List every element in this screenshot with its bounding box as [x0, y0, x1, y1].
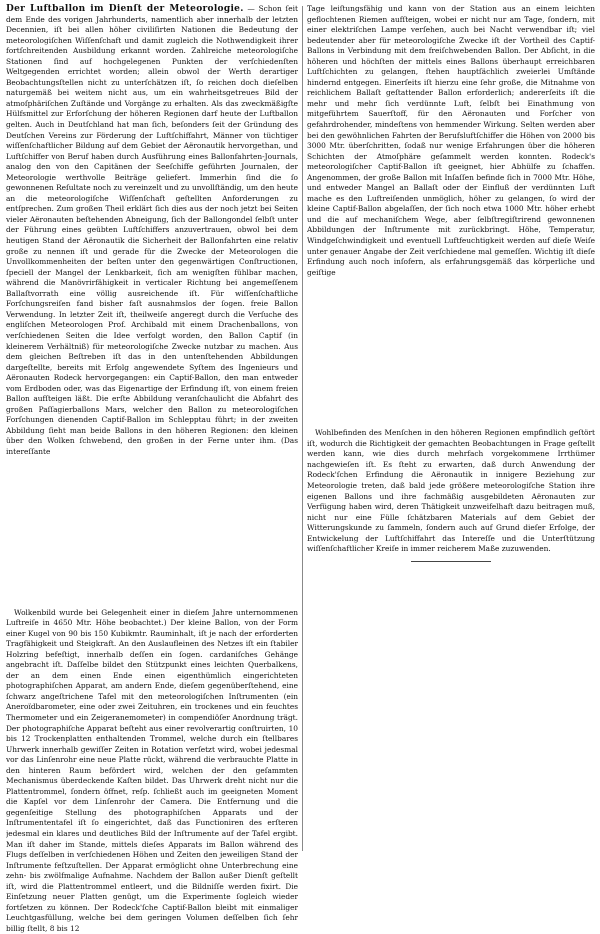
- article-title: Der Luftballon im Dienſt der Meteorologie.: [6, 4, 244, 14]
- article-paragraph-3: Tage leiſtungsfähig und kann von der Station aus an einem leichten geflochtenen Riemen aufſteigen, wobei er nicht nur am Tage, ſondern, mit einer elektriſchen Lampe verſehen, auch bei Nacht verwendbar iſt; viel bedeutender aber für meteorologiſche Zwecke iſt der Vortheil des Captif-Ballons in Verbindung mit dem freiſchwebenden Ballon. Der Abſicht, in die höheren und höchſten der mittels eines Ballons überhaupt erreichbaren Luftſchichten zu gelangen, ſtehen hauptſächlich zweierlei Umſtände hindernd entgegen. Einerſeits iſt hierzu eine ſehr große, die Mitnahme von reichlichem Ballaſt geſtattender Ballon erforderlich; andererſeits iſt die mehr und mehr ſich verdünnte Luft, ſelbſt bei Einathmung von mitgeführtem Sauerſtoff, für den Aëronauten und Forſcher von gefahrdrohender, mindeſtens von hemmender Wirkung. Selten werden aber bei den gewöhnlichen Fahrten der Berufsluftſchiffer die Höhen von 2000 bis 3000 Mtr. überſchritten, ſodaß nur wenige Erfahrungen über die höheren Schichten der Atmoſphäre geſammelt werden konnten. Rodeck's meteorologiſcher Captif-Ballon iſt geeignet, hier Abhülfe zu ſchaffen. Angenommen, der große Ballon mit Inſaſſen befinde ſich in 7000 Mtr. Höhe, und entweder Mangel an Ballaſt oder der Einfluß der verdünnten Luft mache es den Luftreiſenden unmöglich, höher zu gelangen, ſo wird der kleine Captif-Ballon abgelaſſen, der ſich noch etwa 1000 Mtr. höher erhebt und die auf mechaniſchem Wege, aber ſelbſtregiſtrirend gewonnenen Abbildungen der Inſtrumente mit zurückbringt. Höhe, Temperatur, Windgeſchwindigkeit und eventuell Luftfeuchtigkeit werden auf dieſe Weiſe unter genauer Angabe der Zeit verſchiedene mal gemeſſen. Wichtig iſt dieſe Erfindung auch noch inſofern, als erfahrungsgemäß das körperliche und geiſtige: [307, 4, 595, 277]
- illustration-space-right: [307, 278, 595, 428]
- article-paragraph-2: Wolkenbild wurde bei Gelegenheit einer in dieſem Jahre unternommenen Luftreiſe in 4650 Mtr. Höhe beobachtet.) Der kleine Ballon, von der Form einer Kugel von 90 bis 150 Kubikmtr. Rauminhalt, iſt je nach der erforderten Tragfähigkeit und Steigkraft. An den Auslaufleinen des Netzes iſt ein ſtabiler Holzring befeſtigt, innerhalb deſſen ein ſogen. cardaniſches Gehänge angebracht iſt. Daſſelbe bildet den Stützpunkt eines leichten Querbalkens, der an dem einen Ende einen eigenthümlich eingerichteten photographiſchen Apparat, am andern Ende, dieſem gegenüberſtehend, eine ſchwarz angeſtrichene Tafel mit den meteorologiſchen Inſtrumenten (ein Aneroïdbarometer, eine oder zwei Zeituhren, ein trockenes und ein feuchtes Thermometer und ein Zeigeranemometer) in compendiöſer Anordnung trägt. Der photographiſche Apparat beſteht aus einer revolverartig conſtruirten, 10 bis 12 Trockenplatten enthaltenden Trommel, welche durch ein ſtellbares Uhrwerk innerhalb gewiſſer Zeiten in Rotation verſetzt wird, wobei jedesmal vor das Linſenrohr eine neue Platte rückt, während die verbrauchte Platte in den hinteren Raum befördert wird, welchen der den geſammten Mechanismus überdeckende Kaſten bildet. Das Uhrwerk dreht nicht nur die Plattentrommel, ſondern öffnet, reſp. ſchließt auch im geeigneten Moment die Kapſel vor dem Linſenrohr der Camera. Die Entfernung und die gegenſeitige Stellung des photographiſchen Apparats und der Inſtrumententafel iſt ſo eingerichtet, daß das Functioniren des erſteren jedesmal ein klares und deutliches Bild der Inſtrumente auf der Tafel ergibt. Man iſt daher im Stande, mittels dieſes Apparats im Ballon während des Flugs deſſelben in verſchiedenen Höhen und Zeiten den jeweiligen Stand der Inſtrumente feſtzuſtellen. Der Apparat ermöglicht ohne Unterbrechung eine zehn- bis zwölfmalige Aufnahme. Nachdem der Ballon außer Dienſt geſtellt iſt, wird die Plattentrommel entleert, und die Bildniſſe werden fixirt. Die Einſetzung neuer Platten genügt, um die Experimente ſogleich wieder fortſetzen zu können. Der Rodeck'ſche Captif-Ballon bleibt mit einmaliger Leuchtgasfüllung, welche bei dem geringen Volumen deſſelben ſich ſehr billig ſtellt, 8 bis 12: [6, 607, 298, 933]
- column-divider: [302, 6, 303, 851]
- article-left-column: Der Luftballon im Dienſt der Meteorologie. — Schon ſeit dem Ende des vorigen Jahrhunderts, namentlich aber innerhalb der letzten Decennien, iſt bei allen höher civiliſirten Nationen die Bedeutung der meteorologiſchen Wiſſenſchaft und damit zugleich die Nothwendigkeit ihrer fortſchreitenden Ausbildung erkannt worden. Zahlreiche meteorologiſche Stationen ſind auf hochgelegenen Punkten der verſchiedenſten Weltgegenden errichtet worden; allein obwol der Werth derartiger Beobachtungsſtellen nicht zu unterſchätzen iſt, ſo reichen doch dieſelben naturgemäß bei weitem nicht aus, um ein wahrheitsgetreues Bild der atmoſphäriſchen Zuſtände und Vorgänge zu erhalten. Als das zweckmäßigſte Hülfsmittel zur Erforſchung der höheren Regionen darf heute der Luftballon gelten. Auch in Deutſchland hat man ſich, beſonders ſeit der Gründung des Deutſchen Vereins zur Förderung der Luftſchiffahrt, Männer von tüchtiger wiſſenſchaftlicher Bildung auf dem Gebiet der Aëronautik hervorgethan, und Luftſchiffer von Beruf haben durch Ausführung eines Ballonfahrten-Journals, analog den von den Capitänen der Seeſchiffe geführten Journalen, der Meteorologie werthvolle Beiträge geliefert. Immerhin ſind die ſo gewonnenen Reſultate noch zu vereinzelt und zu unvollſtändig, um den heute an die meteorologiſche Wiſſenſchaft geſtellten Anforderungen zu entſprechen. Zum großen Theil erklärt ſich dies aus der noch jetzt bei Seiten vieler Aëronauten beſtehenden Abneigung, ſich der Ballongondel ſelbſt unter der Führung eines geübten Luftſchiffers anzuvertrauen, obwol bei dem heutigen Stand der Aëronautik die Sicherheit der Ballonfahrten eine relativ große zu nennen iſt und gerade für die Zwecke der Meteorologen die Unvollkommenheiten der beſten unter den gegenwärtigen Conſtructionen, ſpeciell der Mangel der Lenkbarkeit, ſich am wenigſten fühlbar machen, während die Manövrirfähigkeit in verticaler Richtung bei angemeſſenem Ballaſtvorrath eine völlig ausreichende iſt. Für wiſſenſchaftliche Forſchungsreiſen fand bisher faſt ausnahmslos der ſogen. freie Ballon Verwendung. In letzter Zeit iſt, theilweiſe angeregt durch die Verſuche des engliſchen Meteorologen Prof. Archibald mit einem Drachenballons, von verſchiedenen Seiten die Idee verfolgt worden, den Ballon Captif (in kleinerem Verhältniß) für meteorologiſche Zwecke nutzbar zu machen. Aus dem gleichen Beſtreben iſt das in den untenſtehenden Abbildungen dargeſtellte, bereits mit Erfolg angewendete Syſtem des Ingenieurs und Aëronauten Rodeck hervorgegangen: ein Captif-Ballon, den man entweder vom Erdboden oder, was das Eigenartige der Erfindung iſt, von einem freien Ballon aufſteigen läßt. Die erſte Abbildung veranſchaulicht die Abfahrt des großen Paſſagierballons Mars, welcher den Ballon zu meteorologiſchen Forſchungen dienenden Captif-Ballon im Schlepptau führt; in der zweiten Abbildung ſieht man beide Ballons in den höheren Regionen: den kleinen über den Wolken ſchwebend, den großen in der Ferne unter ihm. (Das intereſſante Wolkenbild wurde bei Gelegenheit einer in dieſem Jahre unternommenen Luftreiſe in 4650 Mtr. Höhe beobachtet.) Der kleine Ballon, von der Form einer Kugel von 90 bis 150 Kubikmtr. Rauminhalt, iſt je nach der erforderten Tragfähigkeit und Steigkraft. An den Auslaufleinen des Netzes iſt ein ſtabiler Holzring befeſtigt, innerhalb deſſen ein ſogen. cardaniſches Gehänge angebracht iſt. Daſſelbe bildet den Stützpunkt eines leichten Querbalkens, der an dem einen Ende einen eigenthümlich eingerichteten photographiſchen Apparat, am andern Ende, dieſem gegenüberſtehend, eine ſchwarz angeſtrichene Tafel mit den meteorologiſchen Inſtrumenten (ein Aneroïdbarometer, eine oder zwei Zeituhren, ein trockenes und ein feuchtes Thermometer und ein Zeigeranemometer) in compendiöſer Anordnung trägt. Der photographiſche Apparat beſteht aus einer revolverartig conſtruirten, 10 bis 12 Trockenplatten enthaltenden Trommel, welche durch ein ſtellbares Uhrwerk innerhalb gewiſſer Zeiten in Rotation verſetzt wird, wobei jedesmal vor das Linſenrohr eine neue Platte rückt, während die verbrauchte Platte in den hinteren Raum befördert wird, welchen der den geſammten Mechanismus überdeckende Kaſten bildet. Das Uhrwerk dreht nicht nur die Plattentrommel, ſondern öffnet, reſp. ſchließt auch im geeigneten Moment die Kapſel vor dem Linſenrohr der Camera. Die Entfernung und die gegenſeitige Stellung des photographiſchen Apparats und der Inſtrumententafel iſt ſo eingerichtet, daß das Functioniren des erſteren jedesmal ein klares und deutliches Bild der Inſtrumente auf der Tafel ergibt. Man iſt daher im Stande, mittels dieſes Apparats im Ballon während des Flugs deſſelben in verſchiedenen Höhen und Zeiten den jeweiligen Stand der Inſtrumente feſtzuſtellen. Der Apparat ermöglicht ohne Unterbrechung eine zehn- bis zwölfmalige Aufnahme. Nachdem der Ballon außer Dienſt geſtellt iſt, wird die Plattentrommel entleert, und die Bildniſſe werden fixirt. Die Einſetzung neuer Platten genügt, um die Experimente ſogleich wieder fortſetzen zu können. Der Rodeck'ſche Captif-Ballon bleibt mit einmaliger Leuchtgasfüllung, welche bei dem geringen Volumen deſſelben ſich ſehr billig ſtellt, 8 bis 12: [6, 4, 298, 933]
- article-right-column: [307, 4, 595, 562]
- illustration-space: [6, 458, 298, 608]
- article-end-rule: [411, 561, 491, 562]
- article-paragraph-1: Schon ſeit dem Ende des vorigen Jahrhunderts, namentlich aber innerhalb der letzten Decennien, iſt bei allen höher civiliſirten Nationen die Bedeutung der meteorologiſchen Wiſſenſchaft und damit zugleich die Nothwendigkeit ihrer fortſchreitenden Ausbildung erkannt worden. Zahlreiche meteorologiſche Stationen ſind auf hochgelegenen Punkten der verſchiedenſten Weltgegenden errichtet worden; allein obwol der Werth derartiger Beobachtungsſtellen nicht zu unterſchätzen iſt, ſo reichen doch dieſelben naturgemäß bei weitem nicht aus, um ein wahrheitsgetreues Bild der atmoſphäriſchen Zuſtände und Vorgänge zu erhalten. Als das zweckmäßigſte Hülfsmittel zur Erforſchung der höheren Regionen darf heute der Luftballon gelten. Auch in Deutſchland hat man ſich, beſonders ſeit der Gründung des Deutſchen Vereins zur Förderung der Luftſchiffahrt, Männer von tüchtiger wiſſenſchaftlicher Bildung auf dem Gebiet der Aëronautik hervorgethan, und Luftſchiffer von Beruf haben durch Ausführung eines Ballonfahrten-Journals, analog den von den Capitänen der Seeſchiffe geführten Journalen, der Meteorologie werthvolle Beiträge geliefert. Immerhin ſind die ſo gewonnenen Reſultate noch zu vereinzelt und zu unvollſtändig, um den heute an die meteorologiſche Wiſſenſchaft geſtellten Anforderungen zu entſprechen. Zum großen Theil erklärt ſich dies aus der noch jetzt bei Seiten vieler Aëronauten beſtehenden Abneigung, ſich der Ballongondel ſelbſt unter der Führung eines geübten Luftſchiffers anzuvertrauen, obwol bei dem heutigen Stand der Aëronautik die Sicherheit der Ballonfahrten eine relativ große zu nennen iſt und gerade für die Zwecke der Meteorologen die Unvollkommenheiten der beſten unter den gegenwärtigen Conſtructionen, ſpeciell der Mangel der Lenkbarkeit, ſich am wenigſten fühlbar machen, während die Manövrirfähigkeit in verticaler Richtung bei angemeſſenem Ballaſtvorrath eine völlig ausreichende iſt. Für wiſſenſchaftliche Forſchungsreiſen fand bisher faſt ausnahmslos der ſogen. freie Ballon Verwendung. In letzter Zeit iſt, theilweiſe angeregt durch die Verſuche des engliſchen Meteorologen Prof. Archibald mit einem Drachenballons, von verſchiedenen Seiten die Idee verfolgt worden, den Ballon Captif (in kleinerem Verhältniß) für meteorologiſche Zwecke nutzbar zu machen. Aus dem gleichen Beſtreben iſt das in den untenſtehenden Abbildungen dargeſtellte, bereits mit Erfolg angewendete Syſtem des Ingenieurs und Aëronauten Rodeck hervorgegangen: ein Captif-Ballon, den man entweder vom Erdboden oder, was das Eigenartige der Erfindung iſt, von einem freien Ballon aufſteigen läßt. Die erſte Abbildung veranſchaulicht die Abfahrt des großen Paſſagierballons Mars, welcher den Ballon zu meteorologiſchen Forſchungen dienenden Captif-Ballon im Schlepptau führt; in der zweiten Abbildung ſieht man beide Ballons in den höheren Regionen: den kleinen über den Wolken ſchwebend, den großen in der Ferne unter ihm. (Das intereſſante: [6, 4, 298, 456]
- article-paragraph-4: Wohlbefinden des Menſchen in den höheren Regionen empfindlich geſtört iſt, wodurch die Richtigkeit der gemachten Beobachtungen in Frage geſtellt werden kann, wie dies durch mehrfach vorgekommene Irrthümer nachgewieſen iſt. Es ſteht zu erwarten, daß durch Anwendung der Rodeck'ſchen Erfindung die Aëronautik in innigere Beziehung zur Meteorologie treten, daß bald jede größere meteorologiſche Station ihre eigenen Ballons und ihre fachmäßig ausgebildeten Aëronauten zur Verfügung haben wird, deren Thätigkeit unzweifelhaft dazu beitragen muß, nicht nur eine Fülle ſchätzbaren Materials auf dem Gebiet der Witterungskunde zu ſammeln, ſondern auch auf Grund dieſer Erfolge, der Entwickelung der Luftſchiffahrt das Intereſſe und die Unterſtützung wiſſenſchaftlicher Kreiſe in immer reicherem Maße zuzuwenden.: [307, 428, 595, 554]
